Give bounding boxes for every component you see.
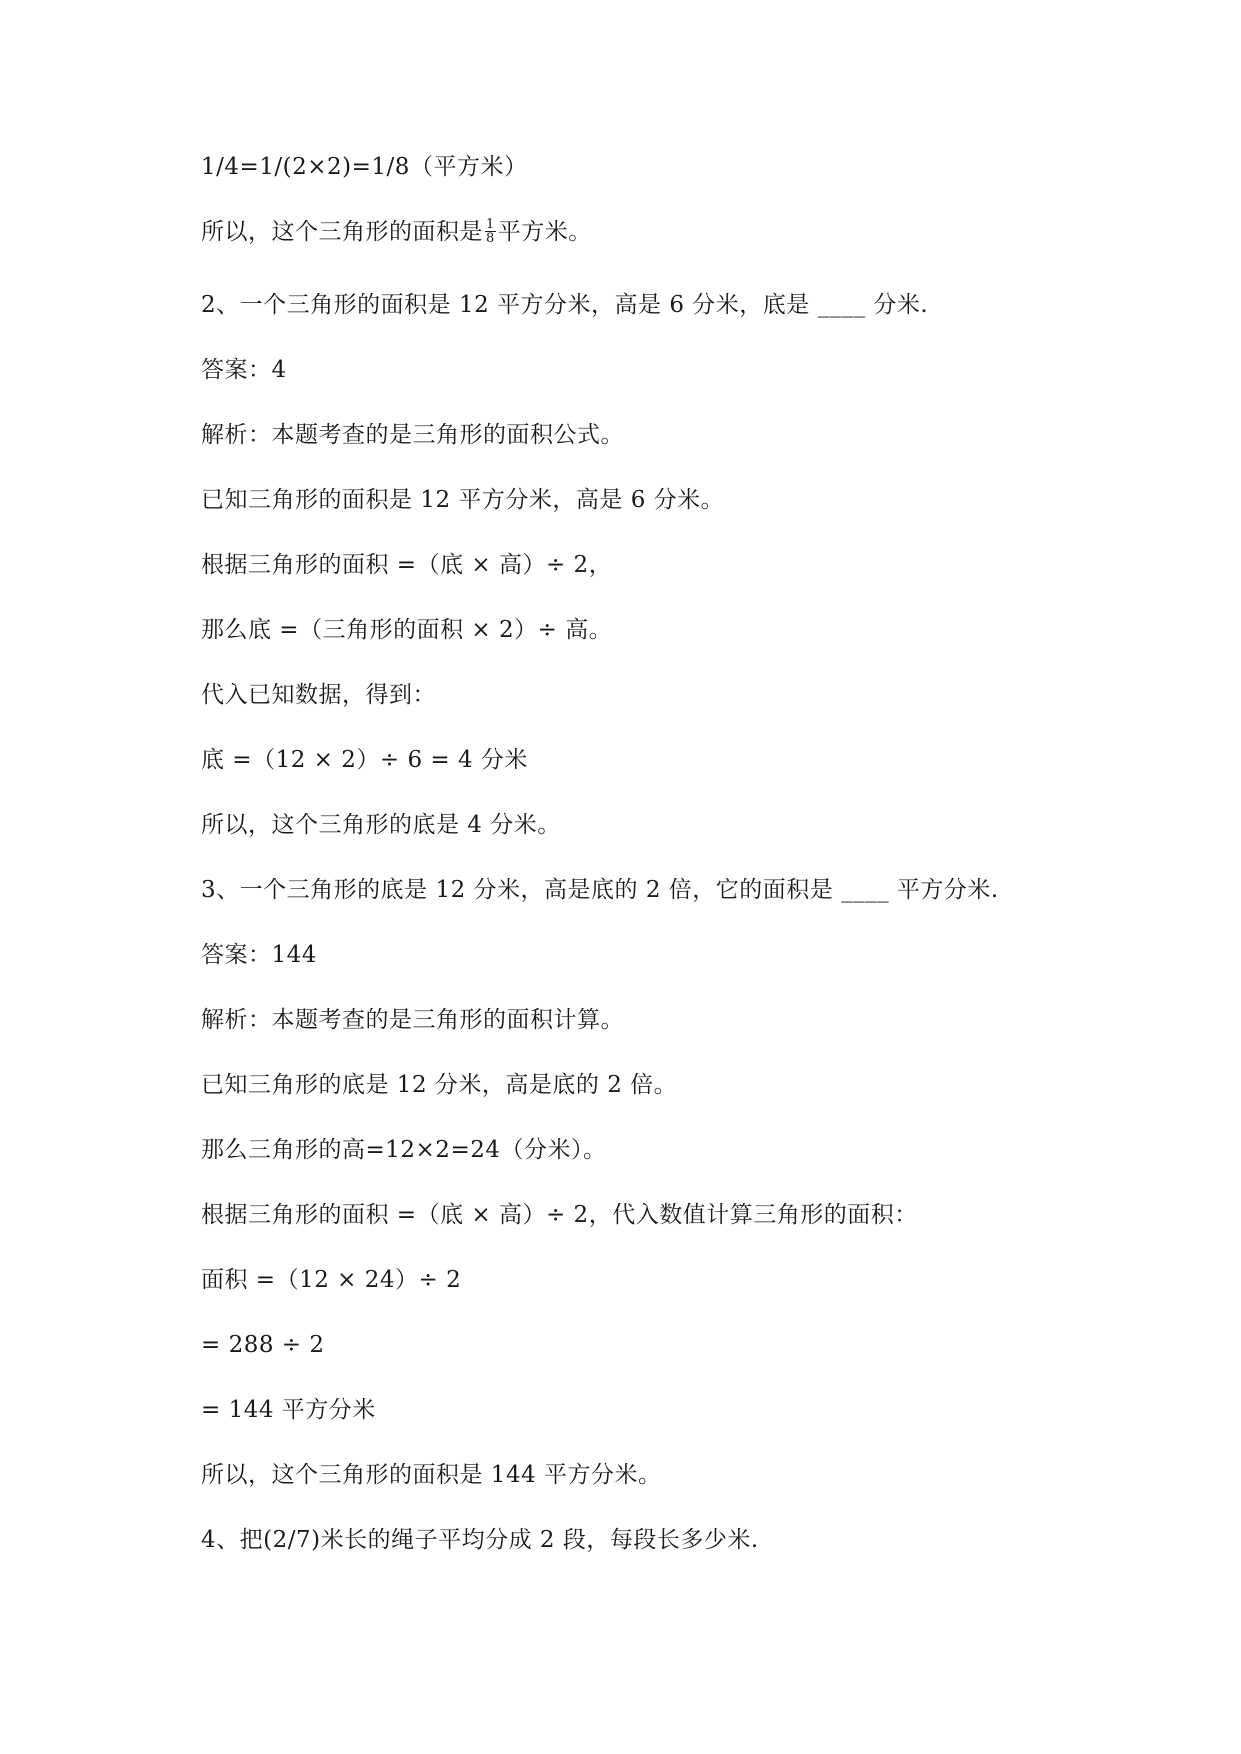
text-line: 代入已知数据，得到： [201,682,436,708]
answer-3: 答案：144 [201,942,317,968]
analysis-2: 解析：本题考查的是三角形的面积公式。 [201,422,624,448]
text-line: 根据三角形的面积 =（底 × 高）÷ 2， [201,552,613,578]
text-line: 根据三角形的面积 =（底 × 高）÷ 2，代入数值计算三角形的面积： [201,1202,918,1228]
text-line: = 288 ÷ 2 [201,1332,325,1358]
question-3: 3、一个三角形的底是 12 分米，高是底的 2 倍，它的面积是 ____ 平方分米. [201,877,999,903]
fraction-denominator: 8 [486,230,495,246]
question-4: 4、把(2/7)米长的绳子平均分成 2 段，每段长多少米. [201,1527,759,1553]
text-segment: 所以，这个三角形的面积是 [201,219,483,245]
text-line: 已知三角形的面积是 12 平方分米，高是 6 分米。 [201,487,725,513]
text-segment: 平方米。 [497,219,592,245]
text-line: 那么底 =（三角形的面积 × 2）÷ 高。 [201,617,613,643]
answer-2: 答案：4 [201,357,287,383]
text-line: 1/4=1/(2×2)=1/8（平方米） [201,154,528,180]
question-2: 2、一个三角形的面积是 12 平方分米，高是 6 分米，底是 ____ 分米. [201,292,929,318]
fraction [485,218,496,245]
text-line: = 144 平方分米 [201,1397,376,1423]
text-line: 已知三角形的底是 12 分米，高是底的 2 倍。 [201,1072,678,1098]
text-line: 面积 =（12 × 24）÷ 2 [201,1267,462,1293]
text-line-with-fraction [201,217,592,247]
text-line: 底 =（12 × 2）÷ 6 = 4 分米 [201,747,528,773]
text-line: 所以，这个三角形的面积是 144 平方分米。 [201,1462,662,1488]
analysis-3: 解析：本题考查的是三角形的面积计算。 [201,1007,624,1033]
text-line: 那么三角形的高=12×2=24（分米）。 [201,1137,607,1163]
text-line: 所以，这个三角形的底是 4 分米。 [201,812,561,838]
fraction-numerator: 1 [486,216,495,232]
